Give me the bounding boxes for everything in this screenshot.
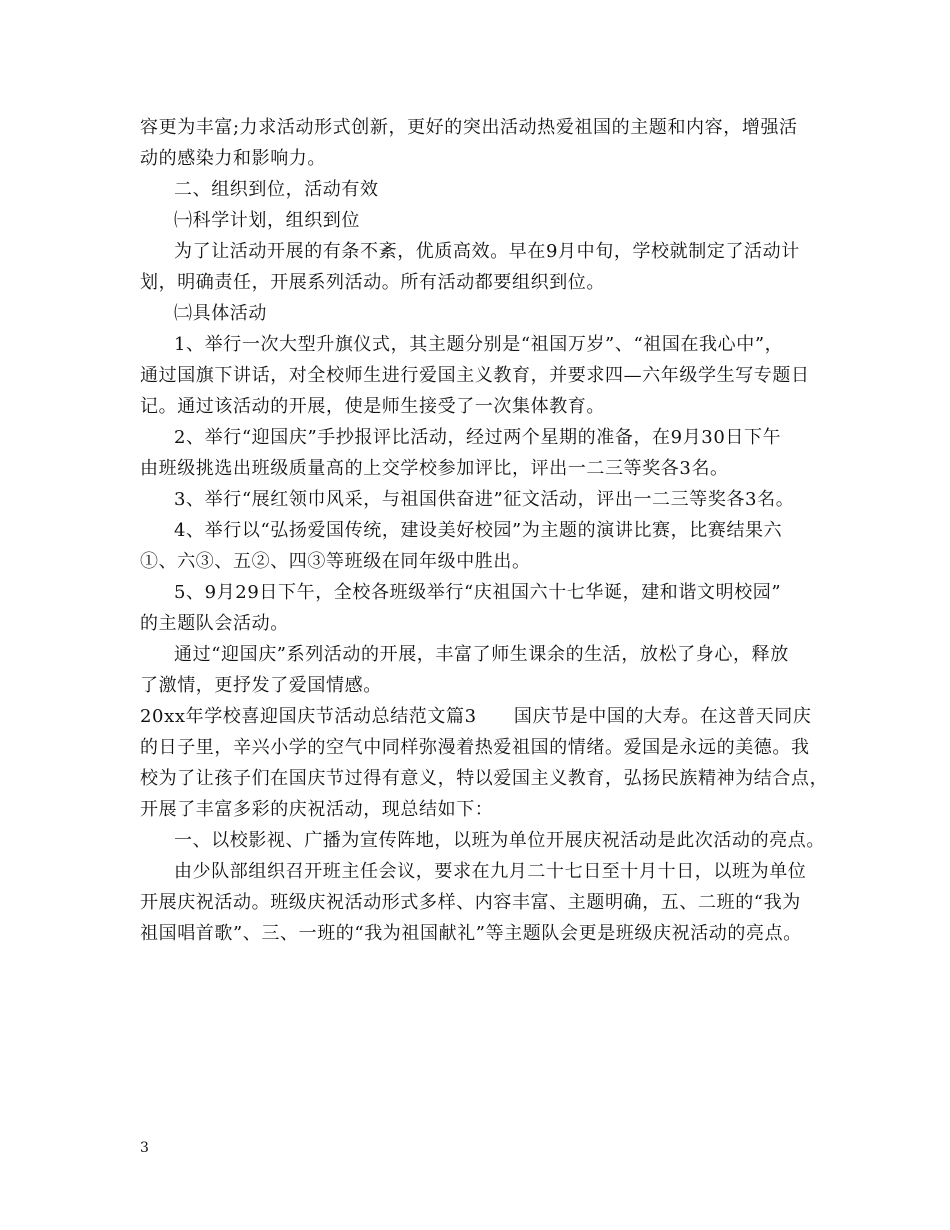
text-line: 1、举行一次大型升旗仪式，其主题分别是“祖国万岁”、“祖国在我心中”， <box>174 334 784 355</box>
text-line: 的日子里，辛兴小学的空气中同样弥漫着热爱祖国的情绪。爱国是永远的美德。我 <box>140 737 810 758</box>
text-line: 划，明确责任，开展系列活动。所有活动都要组织到位。 <box>140 272 605 293</box>
text-line: 通过国旗下讲话，对全校师生进行爱国主义教育，并要求四—六年级学生写专题日 <box>140 365 810 386</box>
text-line: 开展庆祝活动。班级庆祝活动形式多样、内容丰富、主题明确，五、二班的“我为 <box>140 892 801 913</box>
text-line: ㈡具体活动 <box>174 303 267 324</box>
text-line: ①、六③、五②、四③等班级在同年级中胜出。 <box>140 551 531 572</box>
text-line: 5、9月29日下午，全校各班级举行“庆祖国六十七华诞，建和谐文明校园” <box>174 582 782 603</box>
document-body <box>140 112 830 949</box>
text-line: 通过“迎国庆”系列活动的开展，丰富了师生课余的生活，放松了身心，释放 <box>174 644 789 665</box>
text-line: 祖国唱首歌”、三、一班的“我为祖国献礼”等主题队会更是班级庆祝活动的亮点。 <box>140 923 802 944</box>
text-line: 2、举行“迎国庆”手抄报评比活动，经过两个星期的准备，在9月30日下午 <box>174 427 782 448</box>
text-line: 动的感染力和影响力。 <box>140 148 326 169</box>
text-line: 记。通过该活动的开展，使是师生接受了一次集体教育。 <box>140 396 605 417</box>
text-line: 校为了让孩子们在国庆节过得有意义，特以爱国主义教育，弘扬民族精神为结合点， <box>140 768 829 789</box>
text-line: 4、举行以“弘扬爱国传统，建设美好校园”为主题的演讲比赛，比赛结果六 <box>174 520 783 541</box>
text-line: 为了让活动开展的有条不紊，优质高效。早在9月中旬，学校就制定了活动计 <box>174 241 800 262</box>
text-line: 容更为丰富;力求活动形式创新，更好的突出活动热爱祖国的主题和内容，增强活 <box>140 117 798 138</box>
text-line: ㈠科学计划，组织到位 <box>174 210 360 231</box>
text-line: 由班级挑选出班级质量高的上交学校参加评比，评出一二三等奖各3名。 <box>140 458 729 479</box>
text-line: 由少队部组织召开班主任会议，要求在九月二十七日至十月十日，以班为单位 <box>174 861 807 882</box>
text-line: 3、举行“展红领巾风采，与祖国供奋进”征文活动，评出一二三等奖各3名。 <box>174 489 795 510</box>
text-line: 了激情，更抒发了爱国情感。 <box>140 675 382 696</box>
text-line: 的主题队会活动。 <box>140 613 289 634</box>
text-line: 20xx年学校喜迎国庆节活动总结范文篇3 国庆节是中国的大寿。在这普天同庆 <box>140 706 812 727</box>
text-line: 开展了丰富多彩的庆祝活动，现总结如下： <box>140 799 494 820</box>
text-line: 一、以校影视、广播为宣传阵地，以班为单位开展庆祝活动是此次活动的亮点。 <box>174 830 825 851</box>
text-line: 二、组织到位，活动有效 <box>174 179 379 200</box>
page-number: 3 <box>140 1140 149 1156</box>
